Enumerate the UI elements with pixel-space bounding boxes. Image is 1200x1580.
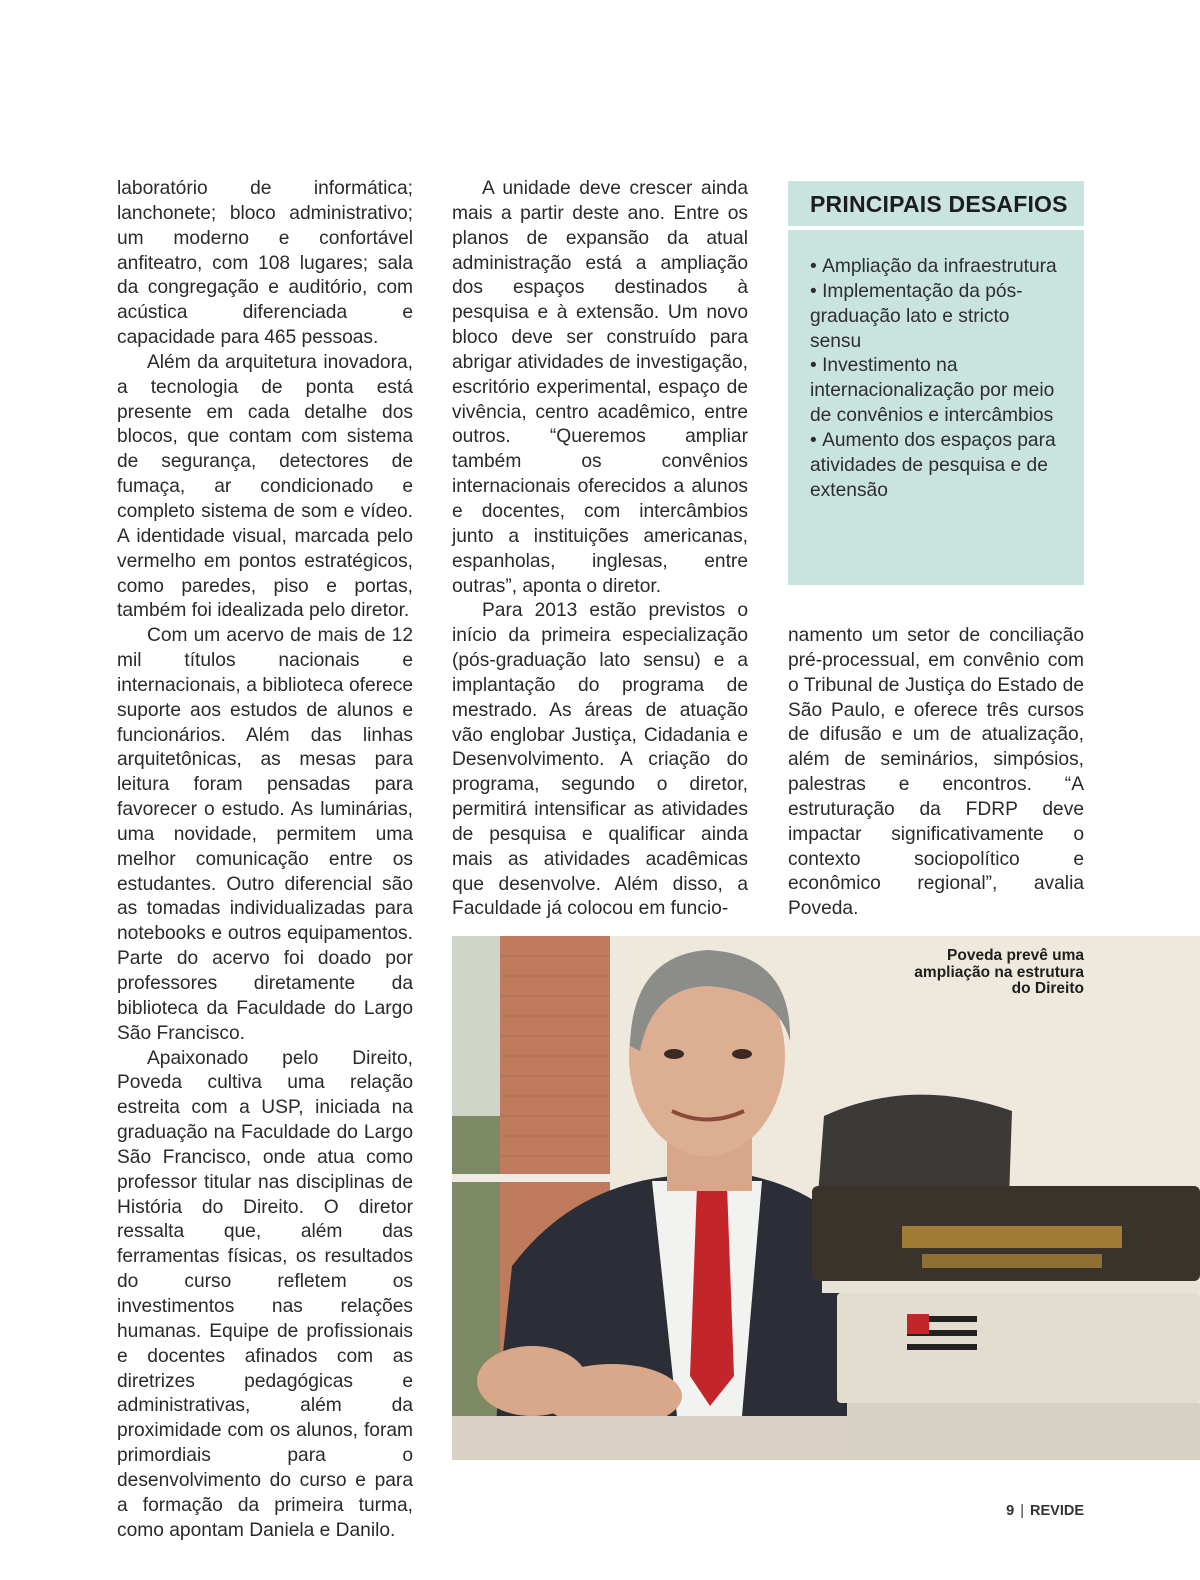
paragraph: Com um acervo de mais de 12 mil títulos nacionais e internacionais, a biblioteca oferece suporte aos estudos de alunos e funcionários. Além das linhas arquitetônicas, as mesas para leitura foram pensadas para favorecer o estudo. As luminárias, uma novidade, permitem uma melhor comunicação entre os estudantes. Outro diferencial são as tomadas individualizadas para notebooks e outros equipamentos. Parte do acervo foi doado por professores diretamente da biblioteca da Faculdade do Largo São Francisco. bbox=[117, 625, 413, 1044]
article-column-3 bbox=[788, 624, 1084, 922]
paragraph: A unidade deve crescer ainda mais a partir deste ano. Entre os planos de expansão da atual administração está a ampliação dos espaços destinados à pesquisa e à extensão. Um novo bloco deve ser construído para abrigar atividades de investigação, escritório experimental, espaço de vivência, centro acadêmico, entre outros. “Queremos ampliar também os convênios internacionais oferecidos a alunos e docentes, com intercâmbios junto a instituições americanas, espanholas, inglesas, entre outras”, aponta o diretor. bbox=[452, 178, 748, 597]
challenges-sidebar-box bbox=[788, 181, 1084, 585]
paragraph: Apaixonado pelo Direito, Poveda cultiva uma relação estreita com a USP, iniciada na graduação na Faculdade do Largo São Francisco, onde atua como professor titular nas disciplinas de História do Direito. O diretor ressalta que, além das ferramentas físicas, os resultados do curso refletem os investimentos nas relações humanas. Equipe de profissionais e docentes afinados com as diretrizes pedagógicas e administrativas, além da proximidade com os alunos, foram primordiais para o desenvolvimento do curso e para a formação da primeira turma, como apontam Daniela e Danilo. bbox=[117, 1047, 413, 1541]
sidebar-title: PRINCIPAIS DESAFIOS bbox=[788, 181, 1084, 230]
list-item: • Ampliação da infraestrutura bbox=[810, 255, 1062, 280]
article-column-2 bbox=[452, 177, 748, 922]
director-photo bbox=[452, 936, 1200, 1460]
paragraph: Além da arquitetura inovadora, a tecnologia de ponta está presente em cada detalhe dos blocos, que contam com sistema de segurança, detectores de fumaça, ar condicionado e completo sistema de som e vídeo. A identidade visual, marcada pelo vermelho em pontos estratégicos, como paredes, piso e portas, também foi idealizada pelo diretor. bbox=[117, 351, 413, 622]
list-item: • Aumento dos espaços para atividades de pesquisa e de extensão bbox=[810, 429, 1062, 504]
footer-separator: | bbox=[1020, 1503, 1024, 1519]
list-item: • Implementação da pós-graduação lato e stricto sensu bbox=[810, 280, 1062, 355]
list-item: • Investimento na internacionalização por meio de convênios e intercâmbios bbox=[810, 354, 1062, 429]
paragraph: Para 2013 estão previstos o início da primeira especialização (pós-graduação lato sensu) e a implantação do programa de mestrado. As áreas de atuação vão englobar Justiça, Cidadania e Desenvolvimento. A criação do programa, segundo o diretor, permitirá intensificar as atividades de pesquisa e qualificar ainda mais as atividades acadêmicas que desenvolve. Além disso, a Faculdade já colocou em funcio- bbox=[452, 600, 748, 920]
photo-caption: Poveda prevê uma ampliação na estrutura do Direito bbox=[914, 947, 1084, 997]
challenges-list bbox=[788, 230, 1084, 503]
magazine-name: REVIDE bbox=[1030, 1503, 1084, 1519]
page-number: 9 bbox=[1006, 1503, 1015, 1519]
paragraph: laboratório de informática; lanchonete; bloco administrativo; um moderno e confortável anfiteatro, com 108 lugares; sala da congregação e auditório, com acústica diferenciada e capacidade para 465 pessoas. bbox=[117, 178, 413, 349]
page-footer bbox=[1006, 1503, 1084, 1519]
article-column-1 bbox=[117, 177, 413, 1543]
paragraph: namento um setor de conciliação pré-processual, em convênio com o Tribunal de Justiça do Estado de São Paulo, e oferece três cursos de difusão e um de atualização, além de seminários, simpósios, palestras e encontros. “A estruturação da FDRP deve impactar significativamente o contexto sociopolítico e econômico regional”, avalia Poveda. bbox=[788, 625, 1084, 920]
